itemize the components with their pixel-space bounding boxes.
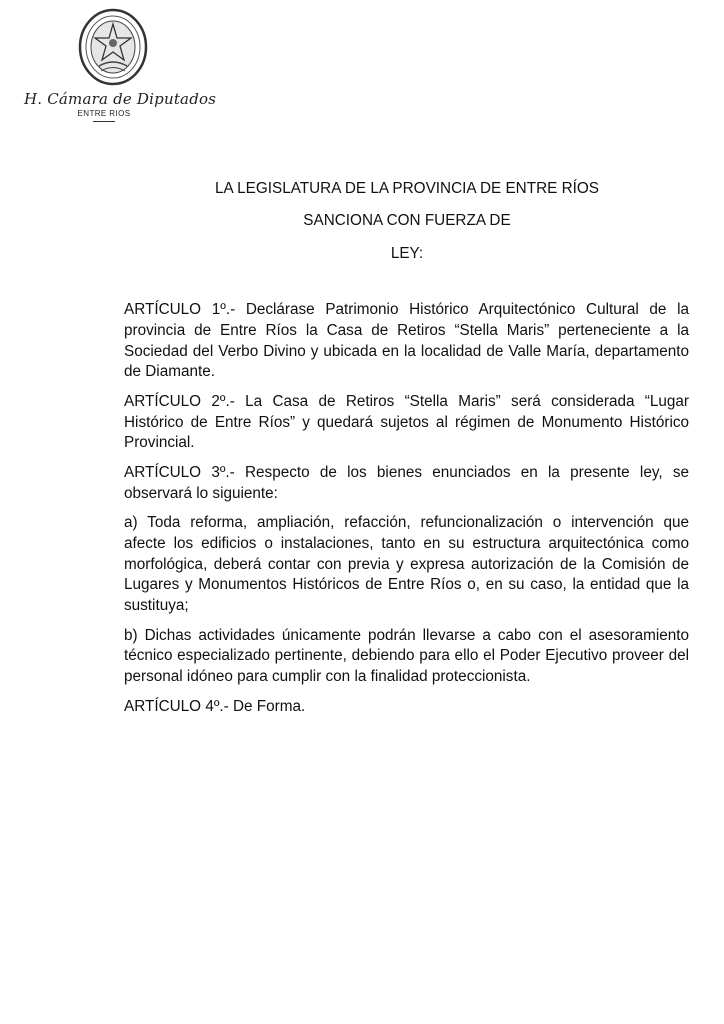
- law-body: [124, 300, 689, 726]
- article-3-item-a: a) Toda reforma, ampliación, refacción, refuncionalización o intervención que afecte los edificios o instalaciones, tanto en su estructura arquitectónica como morfológica, deberá contar con previa y expresa autorización de la Comisión de Lugares y Monumentos Históricos de Entre Ríos o, en su caso, la entidad que la sustituya;: [124, 513, 689, 615]
- article-3-item-b: b) Dichas actividades únicamente podrán llevarse a cabo con el asesoramiento técnico especializado pertinente, debiendo para ello el Poder Ejecutivo proveer del personal idóneo para cumplir con la finalidad proteccionista.: [124, 626, 689, 686]
- article-3: ARTÍCULO 3º.- Respecto de los bienes enunciados en la presente ley, se observará lo siguiente:: [124, 463, 689, 502]
- letterhead: [24, 8, 217, 118]
- heading-sanctions: SANCIONA CON FUERZA DE: [303, 212, 511, 229]
- article-4: ARTÍCULO 4º.- De Forma.: [124, 697, 306, 715]
- letterhead-divider: [93, 121, 115, 122]
- chamber-name: H. Cámara de Diputados: [24, 90, 217, 108]
- provincial-seal-icon: [77, 8, 149, 86]
- article-2: ARTÍCULO 2º.- La Casa de Retiros “Stella Maris” será considerada “Lugar Histórico de Entre Ríos” y quedará sujetos al régimen de Monumento Histórico Provincial.: [124, 392, 689, 452]
- article-1: ARTÍCULO 1º.- Declárase Patrimonio Histórico Arquitectónico Cultural de la provincia de Entre Ríos la Casa de Retiros “Stella Maris” perteneciente a la Sociedad del Verbo Divino y ubicada en la localidad de Valle María, departamento de Diamante.: [124, 301, 689, 381]
- heading-law: LEY:: [390, 245, 424, 262]
- heading-legislature: LA LEGISLATURA DE LA PROVINCIA DE ENTRE RÍOS: [215, 180, 599, 197]
- chamber-province: ENTRE RIOS: [77, 109, 131, 118]
